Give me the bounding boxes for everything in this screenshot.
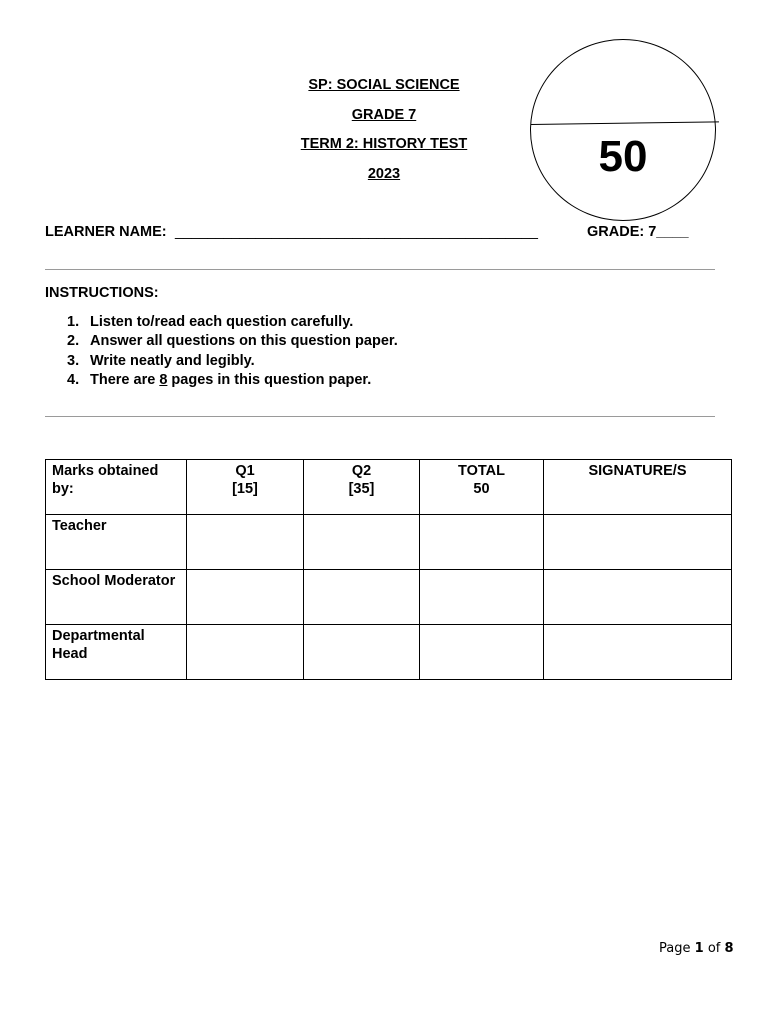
item-number: 4.	[67, 371, 80, 388]
subject-title: SP: SOCIAL SCIENCE	[308, 77, 460, 93]
table-row	[46, 515, 732, 570]
divider	[45, 269, 715, 270]
list-item	[67, 313, 398, 332]
test-title: TERM 2: HISTORY TEST	[300, 136, 468, 152]
grade-title: GRADE 7	[351, 107, 417, 123]
year-title: 2023	[367, 166, 401, 182]
instructions-list	[67, 313, 398, 390]
cell-signature[interactable]	[544, 570, 732, 625]
list-item	[67, 371, 398, 390]
cell-q2[interactable]	[304, 625, 420, 680]
cell-total[interactable]	[420, 625, 544, 680]
cell-q1[interactable]	[187, 570, 304, 625]
cell-q2[interactable]	[304, 515, 420, 570]
cell-q1[interactable]	[187, 515, 304, 570]
item-text: Listen to/read each question carefully.	[90, 314, 354, 330]
row-label-department-head: Departmental Head	[46, 625, 187, 680]
item-text: Write neatly and legibly.	[90, 352, 255, 369]
table-row	[46, 625, 732, 680]
total-score: 50	[598, 132, 648, 181]
cell-total[interactable]	[420, 515, 544, 570]
item-text: There are 8 pages in this question paper.	[90, 371, 372, 388]
header-total: TOTAL 50	[420, 460, 544, 515]
grade-field[interactable]: GRADE: 7____	[587, 224, 689, 240]
header-q2: Q2 [35]	[304, 460, 420, 515]
learner-name-line[interactable]: _____________________________________________	[175, 224, 538, 240]
header-q1: Q1 [15]	[187, 460, 304, 515]
table-header-row	[46, 460, 732, 515]
item-number: 2.	[67, 333, 80, 350]
table-row	[46, 570, 732, 625]
cell-signature[interactable]	[544, 515, 732, 570]
cell-q1[interactable]	[187, 625, 304, 680]
row-label-teacher: Teacher	[46, 515, 187, 570]
list-item	[67, 332, 398, 351]
list-item	[67, 352, 398, 371]
row-label-moderator: School Moderator	[46, 570, 187, 625]
cell-total[interactable]	[420, 570, 544, 625]
item-number: 3.	[67, 352, 80, 369]
divider	[45, 416, 715, 417]
instructions-heading: INSTRUCTIONS:	[45, 285, 159, 301]
item-number: 1.	[67, 314, 80, 330]
page-footer: Page 1 of 8	[659, 941, 734, 956]
cell-signature[interactable]	[544, 625, 732, 680]
header-marks-obtained: Marks obtained by:	[46, 460, 187, 515]
cell-q2[interactable]	[304, 570, 420, 625]
page-count: 8	[159, 371, 168, 388]
item-text: Answer all questions on this question paper.	[90, 333, 398, 350]
header-signature: SIGNATURE/S	[544, 460, 732, 515]
marks-table	[45, 459, 732, 680]
score-circle	[530, 39, 716, 221]
learner-name-label: LEARNER NAME:	[45, 224, 167, 240]
